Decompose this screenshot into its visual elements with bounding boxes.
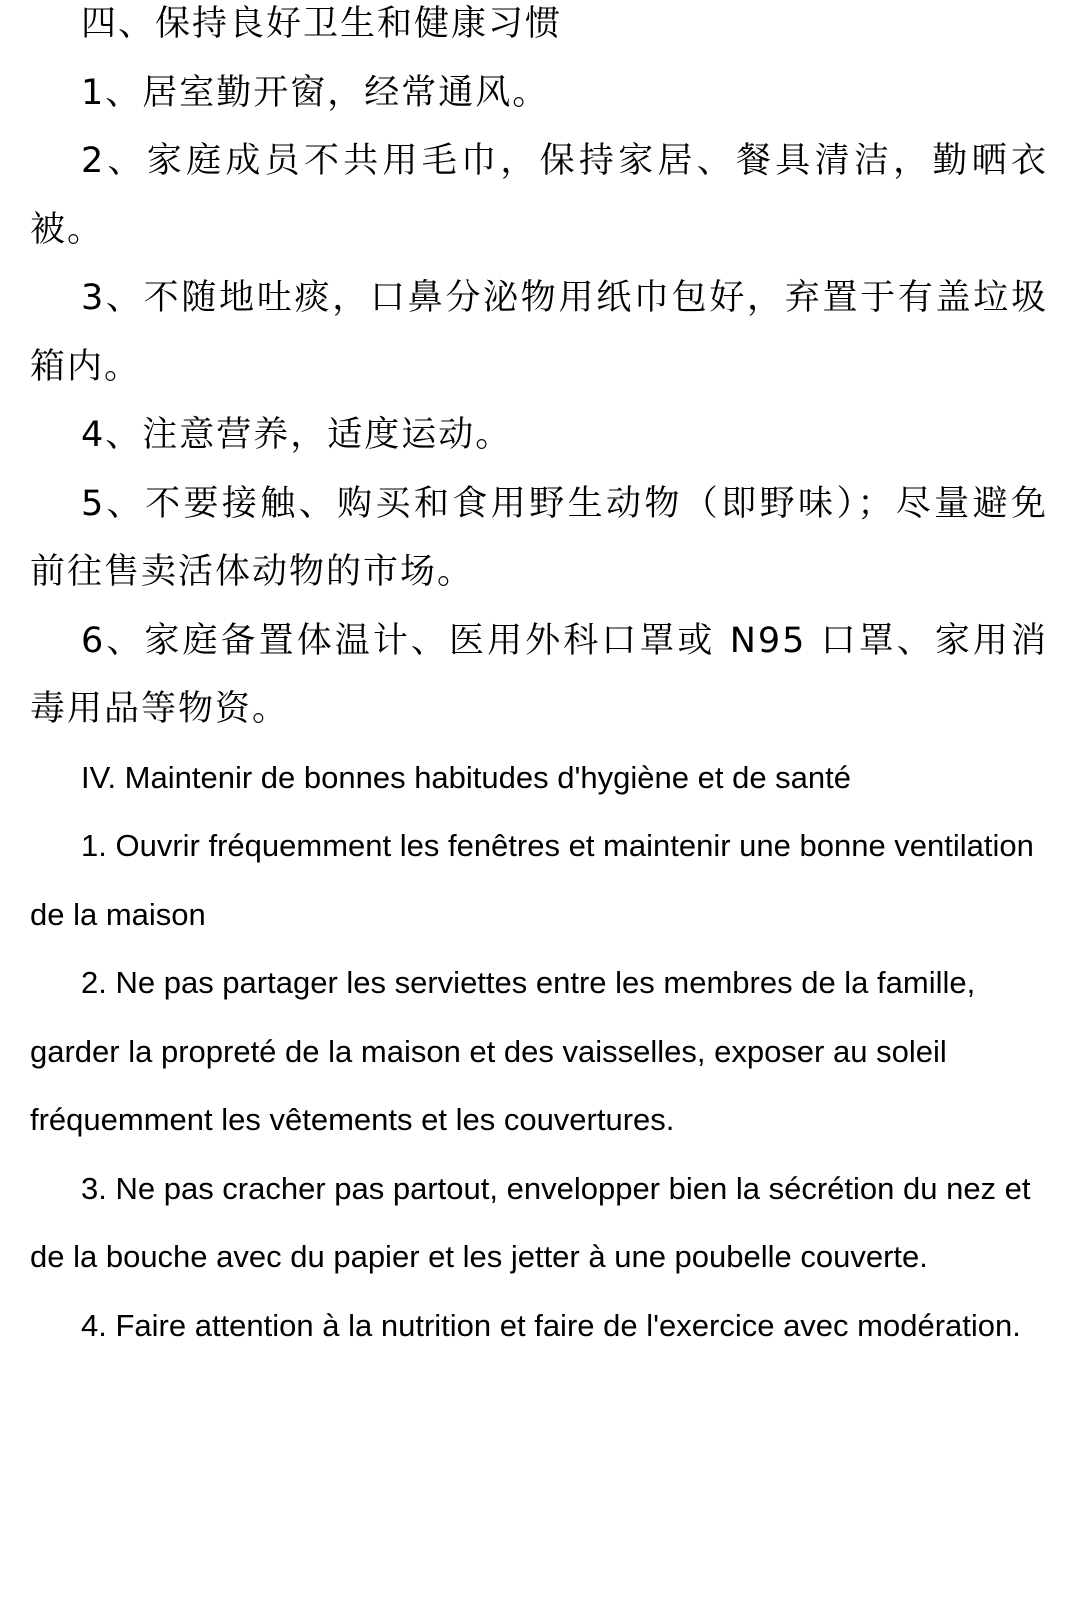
french-item-3: 3. Ne pas cracher pas partout, envelopper bien la sécrétion du nez et de la bouche avec du papier et les jetter à une poubelle couverte. [30, 1170, 1031, 1274]
chinese-item-3: 3、不随地吐痰，口鼻分泌物用纸巾包好，弃置于有盖垃圾箱内。 [30, 278, 1048, 387]
french-item-1: 1. Ouvrir fréquemment les fenêtres et maintenir une bonne ventilation de la maison [30, 828, 1034, 932]
document-body [30, 0, 1048, 1360]
chinese-item-1: 1、居室勤开窗，经常通风。 [81, 72, 550, 113]
french-item-4: 4. Faire attention à la nutrition et faire de l'exercice avec modération. [81, 1307, 1021, 1343]
french-item-2: 2. Ne pas partager les serviettes entre les membres de la famille, garder la propreté de la maison et des vaisselles, exposer au soleil fréquemment les vêtements et les couvertures. [30, 965, 976, 1137]
french-heading: IV. Maintenir de bonnes habitudes d'hygiène et de santé [81, 759, 852, 795]
chinese-item-2: 2、家庭成员不共用毛巾，保持家居、餐具清洁，勤晒衣被。 [30, 141, 1048, 250]
chinese-heading: 四、保持良好卫生和健康习惯 [81, 4, 563, 44]
chinese-item-6: 6、家庭备置体温计、医用外科口罩或 N95 口罩、家用消毒用品等物资。 [30, 620, 1048, 729]
chinese-item-4: 4、注意营养，适度运动。 [81, 415, 513, 455]
chinese-item-5: 5、不要接触、购买和食用野生动物（即野味）；尽量避免前往售卖活体动物的市场。 [30, 483, 1048, 592]
